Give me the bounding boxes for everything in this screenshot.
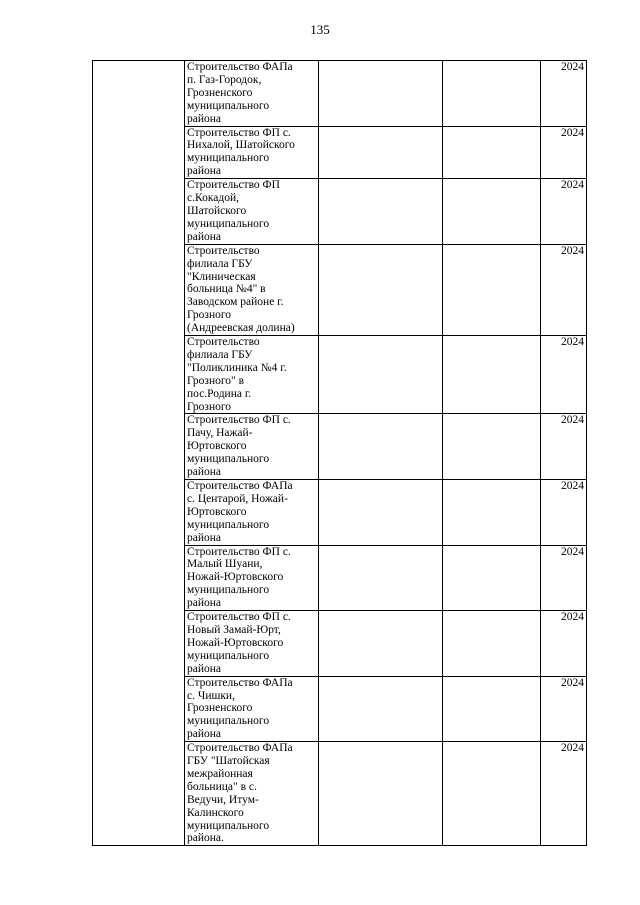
empty-cell: [319, 742, 443, 846]
object-name-cell: Строительство ФП с.Кокадой, Шатойского муниципального района: [185, 179, 319, 245]
empty-cell: [443, 480, 541, 546]
year-cell: 2024: [541, 126, 587, 179]
object-name-cell: Строительство ФАПа ГБУ "Шатойская межрайонная больница" в с. Ведучи, Итум- Калинского муниципального района.: [185, 742, 319, 846]
year-cell: 2024: [541, 61, 587, 127]
empty-cell: [443, 611, 541, 677]
object-name-cell: Строительство ФП с. Пачу, Нажай- Юртовского муниципального района: [185, 414, 319, 480]
empty-cell: [319, 61, 443, 127]
empty-cell: [443, 336, 541, 414]
table-row: [93, 61, 587, 127]
empty-cell: [443, 676, 541, 742]
year-cell: 2024: [541, 676, 587, 742]
object-name-cell: Строительство ФП с. Нихалой, Шатойского муниципального района: [185, 126, 319, 179]
year-cell: 2024: [541, 742, 587, 846]
empty-cell: [319, 179, 443, 245]
empty-cell: [443, 61, 541, 127]
empty-cell: [319, 676, 443, 742]
year-cell: 2024: [541, 480, 587, 546]
empty-cell: [443, 742, 541, 846]
merged-first-column-cell: [93, 61, 185, 846]
object-name-cell: Строительство ФП с. Малый Шуани, Ножай-Юртовского муниципального района: [185, 545, 319, 611]
empty-cell: [319, 611, 443, 677]
year-cell: 2024: [541, 336, 587, 414]
object-name-cell: Строительство ФАПа с. Чишки, Грозненского муниципального района: [185, 676, 319, 742]
empty-cell: [319, 545, 443, 611]
object-name-cell: Строительство филиала ГБУ "Клиническая больница №4" в Заводском районе г. Грозного (Андреевская долина): [185, 244, 319, 335]
empty-cell: [319, 414, 443, 480]
empty-cell: [443, 244, 541, 335]
year-cell: 2024: [541, 179, 587, 245]
empty-cell: [319, 244, 443, 335]
empty-cell: [443, 179, 541, 245]
empty-cell: [443, 545, 541, 611]
construction-table: [92, 60, 587, 846]
year-cell: 2024: [541, 244, 587, 335]
empty-cell: [319, 126, 443, 179]
year-cell: 2024: [541, 414, 587, 480]
object-name-cell: Строительство ФАПа с. Центарой, Ножай- Юртовского муниципального района: [185, 480, 319, 546]
page-number: 135: [310, 22, 330, 37]
empty-cell: [319, 480, 443, 546]
empty-cell: [443, 126, 541, 179]
year-cell: 2024: [541, 611, 587, 677]
empty-cell: [319, 336, 443, 414]
object-name-cell: Строительство ФАПа п. Газ-Городок, Грозненского муниципального района: [185, 61, 319, 127]
empty-cell: [443, 414, 541, 480]
object-name-cell: Строительство ФП с. Новый Замай-Юрт, Ножай-Юртовского муниципального района: [185, 611, 319, 677]
object-name-cell: Строительство филиала ГБУ "Поликлиника №4 г. Грозного" в пос.Родина г. Грозного: [185, 336, 319, 414]
year-cell: 2024: [541, 545, 587, 611]
